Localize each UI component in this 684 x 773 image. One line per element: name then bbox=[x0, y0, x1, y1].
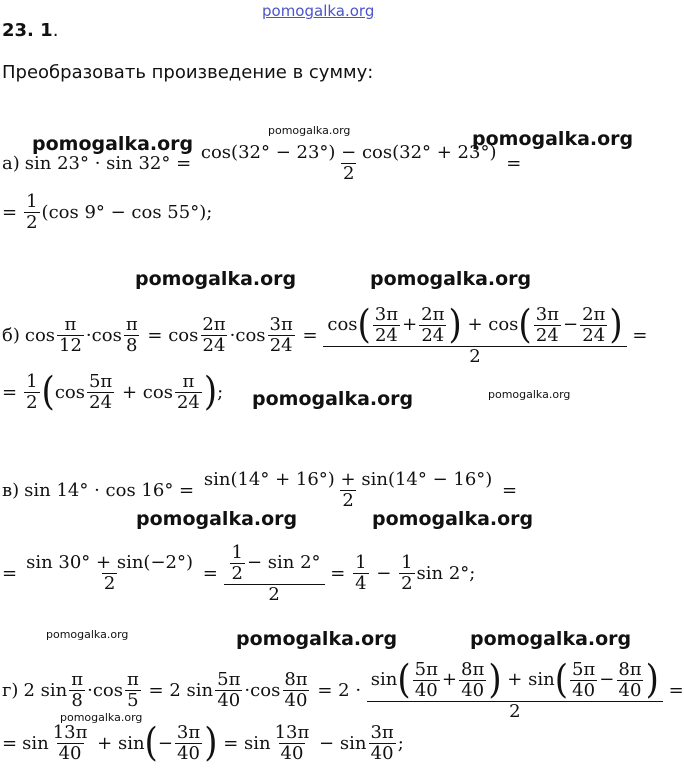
denominator: 24 bbox=[421, 324, 445, 346]
denominator: 40 bbox=[572, 679, 596, 701]
numerator: 3π bbox=[370, 722, 394, 743]
numerator: 3π bbox=[269, 314, 293, 336]
fraction bbox=[87, 372, 114, 413]
numerator: 3π bbox=[374, 304, 399, 325]
denominator: 40 bbox=[217, 690, 241, 712]
fraction bbox=[570, 660, 597, 701]
denominator: 24 bbox=[374, 324, 398, 346]
fraction bbox=[175, 372, 202, 413]
fn-cos: cos bbox=[327, 314, 358, 336]
denominator: 24 bbox=[535, 324, 559, 346]
numerator: 2π bbox=[421, 304, 445, 325]
fraction-a bbox=[199, 143, 499, 184]
denominator: 24 bbox=[176, 391, 200, 413]
fn-cos: cos bbox=[54, 381, 85, 403]
denominator: 40 bbox=[461, 679, 485, 701]
lhs-v: sin 14° · cos 16° bbox=[24, 479, 174, 501]
denominator: 2 bbox=[26, 391, 38, 413]
fraction bbox=[273, 723, 312, 764]
fraction bbox=[200, 315, 227, 356]
lhs-a: sin 23° · sin 32° bbox=[24, 152, 171, 174]
denominator: 40 bbox=[370, 742, 394, 764]
denominator: 2 bbox=[401, 573, 413, 595]
denominator: 2 bbox=[224, 584, 325, 605]
task-text: Преобразовать произведение в сумму: bbox=[2, 62, 374, 83]
denominator: 24 bbox=[269, 335, 293, 357]
numerator: 8π bbox=[284, 669, 308, 691]
problem-number-text: 23. 1 bbox=[2, 20, 53, 41]
numerator: 1 bbox=[26, 191, 38, 212]
fn-cos: cos bbox=[92, 680, 123, 702]
fraction bbox=[353, 553, 368, 594]
fn-cos: cos bbox=[250, 680, 281, 702]
numerator: sin(14° + 16°) + sin(14° − 16°) bbox=[203, 469, 493, 490]
watermark: pomogalka.org bbox=[46, 628, 129, 641]
numerator: π bbox=[71, 669, 84, 691]
watermark: pomogalka.org bbox=[252, 388, 414, 410]
label-v: в) bbox=[2, 479, 20, 501]
numerator: 3π bbox=[535, 304, 559, 325]
denominator: 8 bbox=[71, 690, 83, 712]
equation-a-line1: а) sin 23° · sin 32° = $\frac{\cos(32^\circ - 23^\circ) - \cos(32^\circ + 23^\circ)}{2}$ = bbox=[2, 142, 522, 184]
fraction bbox=[69, 670, 85, 711]
fn-sin: sin bbox=[22, 732, 49, 754]
expression: sin 2°; bbox=[416, 563, 476, 585]
numerator: π bbox=[64, 314, 77, 336]
denominator: 2 bbox=[231, 562, 243, 584]
fn-sin: sin bbox=[186, 680, 214, 702]
numerator: sin ( $\frac{5\pi}{40}$ + $\frac{8\pi}{40}$ ) + sin ( $\frac{5\pi}{40}$ − $\frac{8\pi}{40}$ ) bbox=[370, 657, 659, 704]
denominator: 40 bbox=[414, 679, 438, 701]
numerator: 13π bbox=[274, 722, 310, 743]
fraction bbox=[215, 670, 242, 711]
denominator: 5 bbox=[127, 690, 139, 712]
fn-cos: cos bbox=[142, 381, 173, 403]
expression: − sin 2° bbox=[246, 552, 321, 574]
label-b: б) bbox=[2, 325, 20, 347]
denominator: 40 bbox=[284, 690, 308, 712]
coefficient: 2 bbox=[169, 680, 181, 702]
denominator: 24 bbox=[89, 391, 113, 413]
numerator: cos ( $\frac{3\pi}{24}$ + $\frac{2\pi}{24}$ ) + cos ( $\frac{3\pi}{24}$ − $\frac{2\pi}{24}$ ) bbox=[327, 302, 623, 349]
fraction bbox=[24, 553, 195, 594]
fraction bbox=[459, 660, 486, 701]
fraction bbox=[57, 315, 84, 356]
fraction bbox=[419, 305, 446, 346]
numerator bbox=[226, 543, 323, 584]
numerator: 3π bbox=[176, 722, 201, 743]
denominator: 24 bbox=[202, 335, 226, 357]
equation-b-line2: = $\frac{1}{2}$ ( cos $\frac{5\pi}{24}$ + cos $\frac{\pi}{24}$ ) ; bbox=[2, 369, 224, 416]
fraction-big bbox=[369, 657, 661, 722]
fn-sin: sin bbox=[339, 732, 367, 754]
fraction-half bbox=[24, 192, 39, 233]
numerator: 13π bbox=[52, 722, 88, 743]
denominator: 4 bbox=[355, 573, 367, 595]
equation-g-line2: = sin $\frac{13\pi}{40}$ + sin ( − $\frac{3\pi}{40}$ ) = sin $\frac{13\pi}{40}$ − sin $\frac{3\pi}{40}$ ; bbox=[2, 720, 404, 767]
semicolon: ; bbox=[217, 381, 224, 403]
numerator: 1 bbox=[231, 542, 243, 563]
label-g: г) bbox=[2, 680, 19, 702]
fraction-big bbox=[325, 302, 624, 367]
fraction bbox=[580, 305, 607, 346]
fn-cos: cos bbox=[24, 325, 56, 347]
denominator: 2 bbox=[342, 489, 354, 511]
problem-number-suffix: . bbox=[52, 20, 59, 41]
watermark: pomogalka.org bbox=[236, 628, 398, 650]
denominator: 40 bbox=[280, 742, 304, 764]
watermark: pomogalka.org bbox=[135, 268, 297, 290]
numerator: π bbox=[125, 314, 138, 336]
denominator: 40 bbox=[58, 742, 82, 764]
denominator: 40 bbox=[618, 679, 642, 701]
denominator: 12 bbox=[59, 335, 82, 357]
numerator: π bbox=[182, 371, 195, 392]
fraction bbox=[268, 315, 295, 356]
denominator: 2 bbox=[26, 211, 38, 233]
numerator: cos(32° − 23°) − cos(32° + 23°) bbox=[200, 142, 497, 163]
fraction-v bbox=[202, 470, 494, 511]
semicolon: ; bbox=[397, 732, 404, 754]
watermark: pomogalka.org bbox=[268, 124, 351, 137]
expression: (cos 9° − cos 55°); bbox=[41, 201, 213, 223]
fn-sin: sin bbox=[244, 732, 271, 754]
fraction bbox=[373, 305, 400, 346]
watermark: pomogalka.org bbox=[32, 133, 194, 155]
numerator: sin 30° + sin(−2°) bbox=[26, 552, 193, 574]
watermark: pomogalka.org bbox=[472, 128, 634, 150]
fn-cos: cos bbox=[235, 325, 266, 347]
fraction bbox=[534, 305, 561, 346]
fn-sin: sin bbox=[117, 732, 145, 754]
denominator: 2 bbox=[367, 701, 663, 722]
watermark: pomogalka.org bbox=[470, 628, 632, 650]
fraction bbox=[282, 670, 309, 711]
equals: = bbox=[2, 201, 18, 223]
coefficient: 2 bbox=[23, 680, 35, 702]
fraction bbox=[230, 543, 245, 584]
denominator: 40 bbox=[177, 742, 200, 764]
fraction bbox=[124, 315, 140, 356]
numerator: 2π bbox=[582, 304, 606, 325]
problem-number bbox=[2, 20, 58, 41]
watermark: pomogalka.org bbox=[136, 508, 298, 530]
denominator: 2 bbox=[103, 573, 116, 595]
fn-sin: sin bbox=[528, 669, 555, 691]
fraction bbox=[616, 660, 643, 701]
fraction bbox=[413, 660, 440, 701]
fn-cos: cos bbox=[91, 325, 122, 347]
label-a: а) bbox=[2, 152, 20, 174]
watermark: pomogalka.org bbox=[60, 711, 143, 724]
numerator: π bbox=[126, 669, 139, 691]
fraction-half bbox=[24, 372, 39, 413]
equation-v-line2: = $\frac{\sin 30^\circ + \sin(-2^\circ)}{2}$ = $\frac{1}{2}$ − sin 2° 2 = $\frac{1}{4}$ − $\frac{1}{2}$ sin 2°; bbox=[2, 542, 476, 605]
fraction-nested bbox=[226, 543, 323, 604]
fraction bbox=[175, 723, 202, 764]
fn-sin: sin bbox=[40, 680, 68, 702]
equation-v-line1: в) sin 14° · cos 16° = $\frac{\sin(14^\circ + 16^\circ) + \sin(14^\circ - 16^\circ)}{2}$ = bbox=[2, 469, 518, 511]
numerator: 8π bbox=[618, 659, 642, 680]
numerator: 5π bbox=[571, 659, 596, 680]
fraction bbox=[399, 553, 414, 594]
numerator: 2π bbox=[202, 314, 226, 336]
numerator: 8π bbox=[461, 659, 485, 680]
denominator: 8 bbox=[126, 335, 138, 357]
denominator: 2 bbox=[342, 162, 355, 184]
equation-b-line1: б) cos $\frac{\pi}{12}$ · cos $\frac{\pi}{8}$ = cos $\frac{2\pi}{24}$ · cos $\frac{3\pi}{24}$ = cos ( $\frac{3\pi}{24}$ + $\frac{2\pi}{24}$ ) + cos ( $\frac{3\pi}{24}$ − $\frac{2\pi}{24}$ ) 2 = bbox=[2, 302, 648, 367]
numerator: 5π bbox=[88, 371, 113, 392]
coefficient: 2 bbox=[338, 680, 350, 702]
fn-sin: sin bbox=[370, 669, 398, 691]
numerator: 5π bbox=[414, 659, 438, 680]
numerator: 1 bbox=[401, 552, 413, 574]
watermark: pomogalka.org bbox=[488, 388, 571, 401]
equation-g-line1: г) 2 sin $\frac{\pi}{8}$ · cos $\frac{\pi}{5}$ = 2 sin $\frac{5\pi}{40}$ · cos $\frac{8\pi}{40}$ = 2 · sin ( $\frac{5\pi}{40}$ + $\frac{8\pi}{40}$ ) + sin ( $\frac{5\pi}{40}$ − $\frac{8\pi}{40}$ ) 2 = bbox=[2, 657, 684, 722]
fraction bbox=[51, 723, 90, 764]
numerator: 5π bbox=[217, 669, 241, 691]
watermark: pomogalka.org bbox=[372, 508, 534, 530]
watermark: pomogalka.org bbox=[370, 268, 532, 290]
denominator: 2 bbox=[323, 346, 626, 367]
equation-a-line2 bbox=[2, 192, 212, 233]
numerator: 1 bbox=[355, 552, 367, 574]
fn-cos: cos bbox=[488, 314, 519, 336]
denominator: 24 bbox=[582, 324, 606, 346]
fraction bbox=[125, 670, 141, 711]
fn-cos: cos bbox=[168, 325, 199, 347]
site-link[interactable]: pomogalka.org bbox=[262, 2, 375, 20]
fraction bbox=[368, 723, 395, 764]
numerator: 1 bbox=[26, 371, 38, 392]
